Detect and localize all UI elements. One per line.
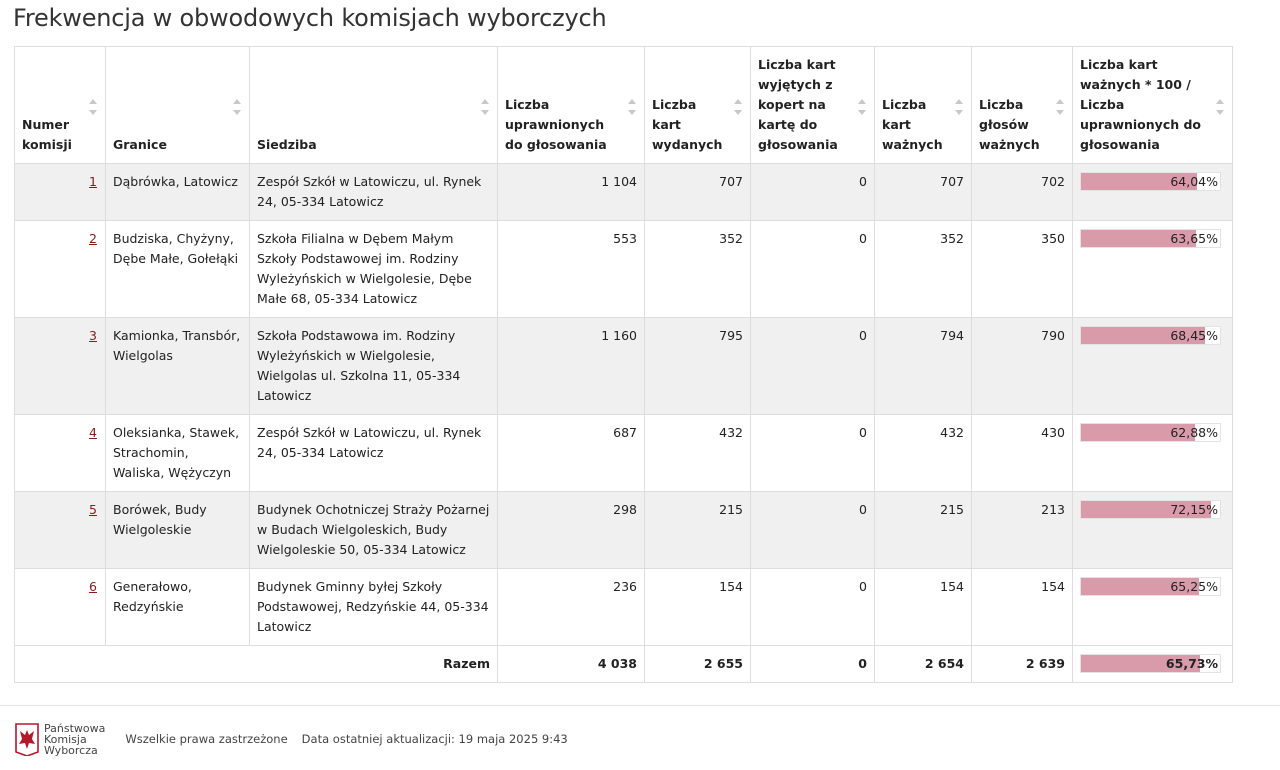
total-karty-wyjete: 0 xyxy=(751,646,875,683)
header-glosy-wazne[interactable] xyxy=(972,47,1073,164)
turnout-table xyxy=(14,46,1233,683)
total-karty-wydane: 2 655 xyxy=(645,646,751,683)
cell-karty-wazne: 154 xyxy=(875,569,972,646)
cell-siedziba: Zespół Szkół w Latowiczu, ul. Rynek 24, 05-334 Latowicz xyxy=(250,164,498,221)
header-numer-komisji[interactable] xyxy=(15,47,106,164)
cell-uprawnieni: 298 xyxy=(498,492,645,569)
cell-glosy-wazne: 790 xyxy=(972,318,1073,415)
sort-icon xyxy=(628,99,636,115)
cell-karty-wyjete: 0 xyxy=(751,221,875,318)
cell-karty-wazne: 794 xyxy=(875,318,972,415)
sort-icon xyxy=(89,99,97,115)
cell-karty-wydane: 215 xyxy=(645,492,751,569)
logo-line: Wyborcza xyxy=(44,743,98,757)
cell-karty-wydane: 154 xyxy=(645,569,751,646)
header-label: Liczba kart wydanych xyxy=(652,97,723,152)
table-row xyxy=(15,569,1233,646)
turnout-value: 68,45% xyxy=(1170,328,1218,343)
cell-numer xyxy=(15,164,106,221)
sort-icon xyxy=(1216,99,1224,115)
turnout-bar xyxy=(1080,423,1221,442)
cell-karty-wyjete: 0 xyxy=(751,492,875,569)
commission-link[interactable]: 3 xyxy=(89,328,97,343)
header-karty-wazne[interactable] xyxy=(875,47,972,164)
cell-karty-wydane: 432 xyxy=(645,415,751,492)
cell-uprawnieni: 553 xyxy=(498,221,645,318)
header-uprawnieni[interactable] xyxy=(498,47,645,164)
commission-link[interactable]: 4 xyxy=(89,425,97,440)
cell-glosy-wazne: 154 xyxy=(972,569,1073,646)
header-label: Liczba uprawnionych do głosowania xyxy=(505,97,607,152)
pkw-logo-text xyxy=(44,723,105,756)
total-glosy-wazne: 2 639 xyxy=(972,646,1073,683)
turnout-bar xyxy=(1080,654,1221,673)
cell-siedziba: Szkoła Filialna w Dębem Małym Szkoły Podstawowej im. Rodziny Wyleżyńskich w Wielgolesie, Dębe Małe 68, 05-334 Latowicz xyxy=(250,221,498,318)
turnout-bar xyxy=(1080,577,1221,596)
cell-karty-wyjete: 0 xyxy=(751,569,875,646)
turnout-value: 65,25% xyxy=(1170,579,1218,594)
turnout-table-container xyxy=(14,46,1232,683)
footer-divider xyxy=(0,705,1280,706)
logo-line: Państwowa xyxy=(44,721,106,735)
table-row xyxy=(15,415,1233,492)
turnout-value: 63,65% xyxy=(1170,231,1218,246)
header-karty-wyjete[interactable] xyxy=(751,47,875,164)
header-label: Liczba kart ważnych xyxy=(882,97,943,152)
cell-frekwencja xyxy=(1073,164,1233,221)
pkw-logo[interactable] xyxy=(14,722,105,756)
cell-numer xyxy=(15,492,106,569)
cell-granice: Generałowo, Redzyńskie xyxy=(106,569,250,646)
footer-rights: Wszelkie prawa zastrzeżone xyxy=(125,732,288,746)
cell-karty-wazne: 352 xyxy=(875,221,972,318)
cell-karty-wazne: 432 xyxy=(875,415,972,492)
header-label: Numer komisji xyxy=(22,117,72,152)
header-frekwencja[interactable] xyxy=(1073,47,1233,164)
header-label: Liczba głosów ważnych xyxy=(979,97,1040,152)
cell-uprawnieni: 236 xyxy=(498,569,645,646)
turnout-bar xyxy=(1080,229,1221,248)
cell-uprawnieni: 1 104 xyxy=(498,164,645,221)
header-label: Granice xyxy=(113,137,167,152)
sort-icon xyxy=(481,99,489,115)
cell-karty-wyjete: 0 xyxy=(751,318,875,415)
cell-frekwencja xyxy=(1073,569,1233,646)
turnout-bar xyxy=(1080,326,1221,345)
cell-siedziba: Zespół Szkół w Latowiczu, ul. Rynek 24, 05-334 Latowicz xyxy=(250,415,498,492)
sort-icon xyxy=(734,99,742,115)
commission-link[interactable]: 6 xyxy=(89,579,97,594)
sort-icon xyxy=(955,99,963,115)
cell-karty-wydane: 707 xyxy=(645,164,751,221)
commission-link[interactable]: 1 xyxy=(89,174,97,189)
cell-karty-wydane: 795 xyxy=(645,318,751,415)
cell-siedziba: Budynek Ochotniczej Straży Pożarnej w Budach Wielgoleskich, Budy Wielgoleskie 50, 05-334 Latowicz xyxy=(250,492,498,569)
cell-karty-wydane: 352 xyxy=(645,221,751,318)
cell-karty-wazne: 215 xyxy=(875,492,972,569)
cell-granice: Budziska, Chyżyny, Dębe Małe, Gołełąki xyxy=(106,221,250,318)
header-label: Liczba kart ważnych * 100 / Liczba uprawnionych do głosowania xyxy=(1080,57,1202,152)
cell-uprawnieni: 1 160 xyxy=(498,318,645,415)
cell-frekwencja xyxy=(1073,492,1233,569)
cell-granice: Borówek, Budy Wielgoleskie xyxy=(106,492,250,569)
turnout-value: 65,73% xyxy=(1165,656,1218,671)
sort-icon xyxy=(1056,99,1064,115)
cell-glosy-wazne: 702 xyxy=(972,164,1073,221)
table-row xyxy=(15,318,1233,415)
cell-numer xyxy=(15,415,106,492)
table-total-row xyxy=(15,646,1233,683)
turnout-bar xyxy=(1080,172,1221,191)
logo-line: Komisja xyxy=(44,732,87,746)
page-title: Frekwencja w obwodowych komisjach wyborczych xyxy=(13,4,607,32)
pkw-eagle-icon xyxy=(14,722,40,756)
total-frekwencja xyxy=(1073,646,1233,683)
total-uprawnieni: 4 038 xyxy=(498,646,645,683)
table-row xyxy=(15,492,1233,569)
cell-granice: Dąbrówka, Latowicz xyxy=(106,164,250,221)
cell-numer xyxy=(15,221,106,318)
commission-link[interactable]: 2 xyxy=(89,231,97,246)
cell-uprawnieni: 687 xyxy=(498,415,645,492)
total-karty-wazne: 2 654 xyxy=(875,646,972,683)
table-row xyxy=(15,221,1233,318)
page-footer xyxy=(14,722,568,756)
total-label: Razem xyxy=(15,646,498,683)
cell-granice: Oleksianka, Stawek, Strachomin, Waliska, Wężyczyn xyxy=(106,415,250,492)
sort-icon xyxy=(858,99,866,115)
cell-frekwencja xyxy=(1073,318,1233,415)
footer-last-update: Data ostatniej aktualizacji: 19 maja 2025 9:43 xyxy=(301,732,568,746)
cell-glosy-wazne: 430 xyxy=(972,415,1073,492)
header-siedziba[interactable] xyxy=(250,47,498,164)
cell-frekwencja xyxy=(1073,221,1233,318)
cell-granice: Kamionka, Transbór, Wielgolas xyxy=(106,318,250,415)
turnout-bar xyxy=(1080,500,1221,519)
cell-glosy-wazne: 350 xyxy=(972,221,1073,318)
turnout-value: 62,88% xyxy=(1170,425,1218,440)
header-label: Siedziba xyxy=(257,137,317,152)
table-row xyxy=(15,164,1233,221)
sort-icon xyxy=(233,99,241,115)
cell-karty-wazne: 707 xyxy=(875,164,972,221)
cell-numer xyxy=(15,569,106,646)
cell-numer xyxy=(15,318,106,415)
header-label: Liczba kart wyjętych z kopert na kartę do głosowania xyxy=(758,57,838,152)
header-karty-wydane[interactable] xyxy=(645,47,751,164)
turnout-value: 64,04% xyxy=(1170,174,1218,189)
cell-karty-wyjete: 0 xyxy=(751,415,875,492)
cell-frekwencja xyxy=(1073,415,1233,492)
header-granice[interactable] xyxy=(106,47,250,164)
commission-link[interactable]: 5 xyxy=(89,502,97,517)
cell-karty-wyjete: 0 xyxy=(751,164,875,221)
cell-glosy-wazne: 213 xyxy=(972,492,1073,569)
turnout-value: 72,15% xyxy=(1170,502,1218,517)
cell-siedziba: Szkoła Podstawowa im. Rodziny Wyleżyńskich w Wielgolesie, Wielgolas ul. Szkolna 11, 05-334 Latowicz xyxy=(250,318,498,415)
cell-siedziba: Budynek Gminny byłej Szkoły Podstawowej, Redzyńskie 44, 05-334 Latowicz xyxy=(250,569,498,646)
table-header-row xyxy=(15,47,1233,164)
